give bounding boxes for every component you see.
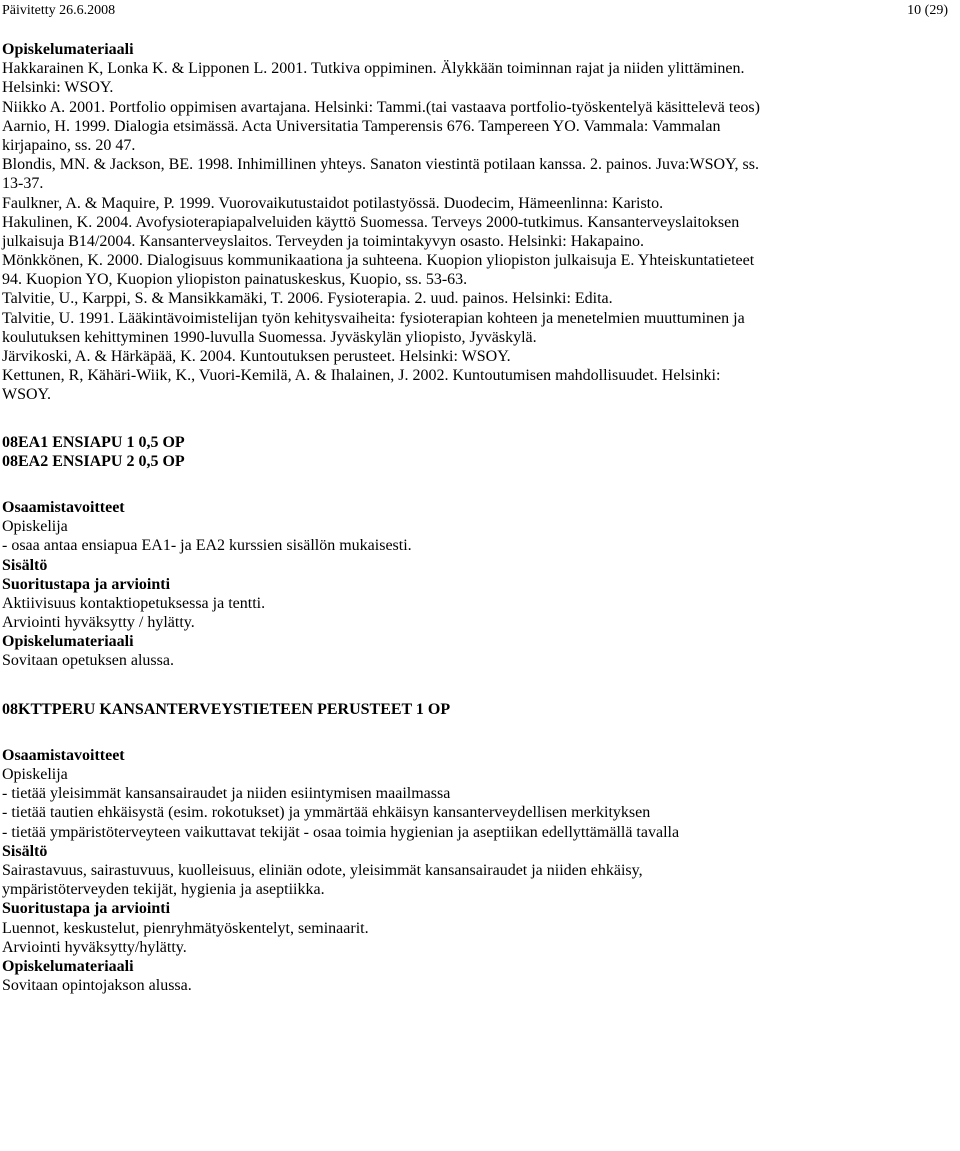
reference-line: julkaisuja B14/2004. Kansanterveyslaitos. Terveyden ja toimintakyvyn osasto. Helsinki: Hakapaino. [2, 232, 645, 250]
reference-line: Aarnio, H. 1999. Dialogia etsimässä. Acta Universitatia Tamperensis 676. Tampereen YO. Vammala: Vammalan [2, 117, 721, 135]
course-title: 08KTTPERU KANSANTERVEYSTIETEEN PERUSTEET 1 OP [2, 700, 451, 718]
page-header [2, 2, 948, 20]
content-heading: Sisältö [2, 556, 48, 574]
document-body [2, 40, 946, 995]
reference-line: Mönkkönen, K. 2000. Dialogisuus kommunikaationa ja suhteena. Kuopion yliopiston julkaisuja E. Yhteiskuntatieteet [2, 252, 755, 270]
reference-line: Blondis, MN. & Jackson, BE. 1998. Inhimillinen yhteys. Sanaton viestintä potilaan kanssa. 2. painos. Juva:WSOY, ss. [2, 156, 759, 174]
reference-line: Järvikoski, A. & Härkäpää, K. 2004. Kuntoutuksen perusteet. Helsinki: WSOY. [2, 348, 511, 365]
reference-line: kirjapaino, ss. 20 47. [2, 136, 136, 154]
method-line: Luennot, keskustelut, pienryhmätyöskentelyt, seminaarit. [2, 919, 369, 937]
section-heading: Opiskelumateriaali [2, 41, 134, 58]
method-line: Aktiivisuus kontaktiopetuksessa ja tentti. [2, 594, 266, 612]
reference-line: 94. Kuopion YO, Kuopion yliopiston painatuskeskus, Kuopio, ss. 53-63. [2, 271, 468, 289]
material-text: Sovitaan opetuksen alussa. [2, 652, 174, 670]
goal-item: - tietää yleisimmät kansansairaudet ja niiden esiintymisen maailmassa [2, 785, 451, 803]
goal-item: - tietää ympäristöterveyteen vaikuttavat tekijät - osaa toimia hygienian ja aseptiikan edellyttämällä tavalla [2, 823, 680, 841]
reference-line: Talvitie, U., Karppi, S. & Mansikkamäki, T. 2006. Fysioterapia. 2. uud. painos. Helsinki: Edita. [2, 290, 613, 308]
course-title: 08EA1 ENSIAPU 1 0,5 OP [2, 433, 185, 451]
reference-line: koulutuksen kehittyminen 1990-luvulla Suomessa. Jyväskylän yliopisto, Jyväskylä. [2, 328, 537, 346]
goal-item: - tietää tautien ehkäisystä (esim. rokotukset) ja ymmärtää ehkäisyn kansanterveydellisen merkityksen [2, 804, 651, 822]
goals-heading: Osaamistavoitteet [2, 498, 125, 516]
reference-line: Hakkarainen K, Lonka K. & Lipponen L. 2001. Tutkiva oppiminen. Älykkään toiminnan rajat ja niiden ylittäminen. [2, 60, 745, 78]
public-health-section [2, 700, 946, 996]
updated-date: Päivitetty 26.6.2008 [2, 3, 116, 18]
method-line: Arviointi hyväksytty/hylätty. [2, 938, 187, 956]
reference-line: 13-37. [2, 175, 44, 193]
method-line: Arviointi hyväksytty / hylätty. [2, 614, 195, 632]
reading-list-section [2, 40, 946, 405]
reference-line: WSOY. [2, 386, 52, 404]
course-title: 08EA2 ENSIAPU 2 0,5 OP [2, 452, 185, 470]
page-number: 10 (29) [907, 3, 948, 18]
reference-line: Faulkner, A. & Maquire, P. 1999. Vuorovaikutustaidot potilastyössä. Duodecim, Hämeenlinna: Karisto. [2, 194, 664, 212]
reference-line: Kettunen, R, Kähäri-Wiik, K., Vuori-Kemilä, A. & Ihalainen, J. 2002. Kuntoutumisen mahdollisuudet. Helsinki: [2, 367, 721, 385]
method-heading: Suoritustapa ja arviointi [2, 900, 171, 918]
student-label: Opiskelija [2, 766, 68, 783]
material-heading: Opiskelumateriaali [2, 633, 134, 651]
reference-line: Hakulinen, K. 2004. Avofysioterapiapalveluiden käyttö Suomessa. Terveys 2000-tutkimus. Kansanterveyslaitoksen [2, 213, 740, 231]
reference-line: Niikko A. 2001. Portfolio oppimisen avartajana. Helsinki: Tammi.(tai vastaava portfolio-työskentelyä käsittelevä teos) [2, 98, 760, 116]
method-heading: Suoritustapa ja arviointi [2, 575, 171, 593]
reference-line: Helsinki: WSOY. [2, 79, 114, 97]
content-line: ympäristöterveyden tekijät, hygienia ja aseptiikka. [2, 881, 325, 899]
goal-item: - osaa antaa ensiapua EA1- ja EA2 kurssien sisällön mukaisesti. [2, 537, 412, 555]
content-heading: Sisältö [2, 842, 48, 860]
goals-heading: Osaamistavoitteet [2, 746, 125, 764]
content-line: Sairastavuus, sairastuvuus, kuolleisuus, eliniän odote, yleisimmät kansansairaudet ja niiden ehkäisy, [2, 861, 643, 879]
reference-line: Talvitie, U. 1991. Lääkintävoimistelijan työn kehitysvaiheita: fysioterapian kohteen ja menetelmien muuttuminen ja [2, 309, 745, 327]
material-text: Sovitaan opintojakson alussa. [2, 977, 192, 995]
material-heading: Opiskelumateriaali [2, 957, 134, 975]
student-label: Opiskelija [2, 518, 68, 536]
first-aid-section [2, 433, 946, 671]
